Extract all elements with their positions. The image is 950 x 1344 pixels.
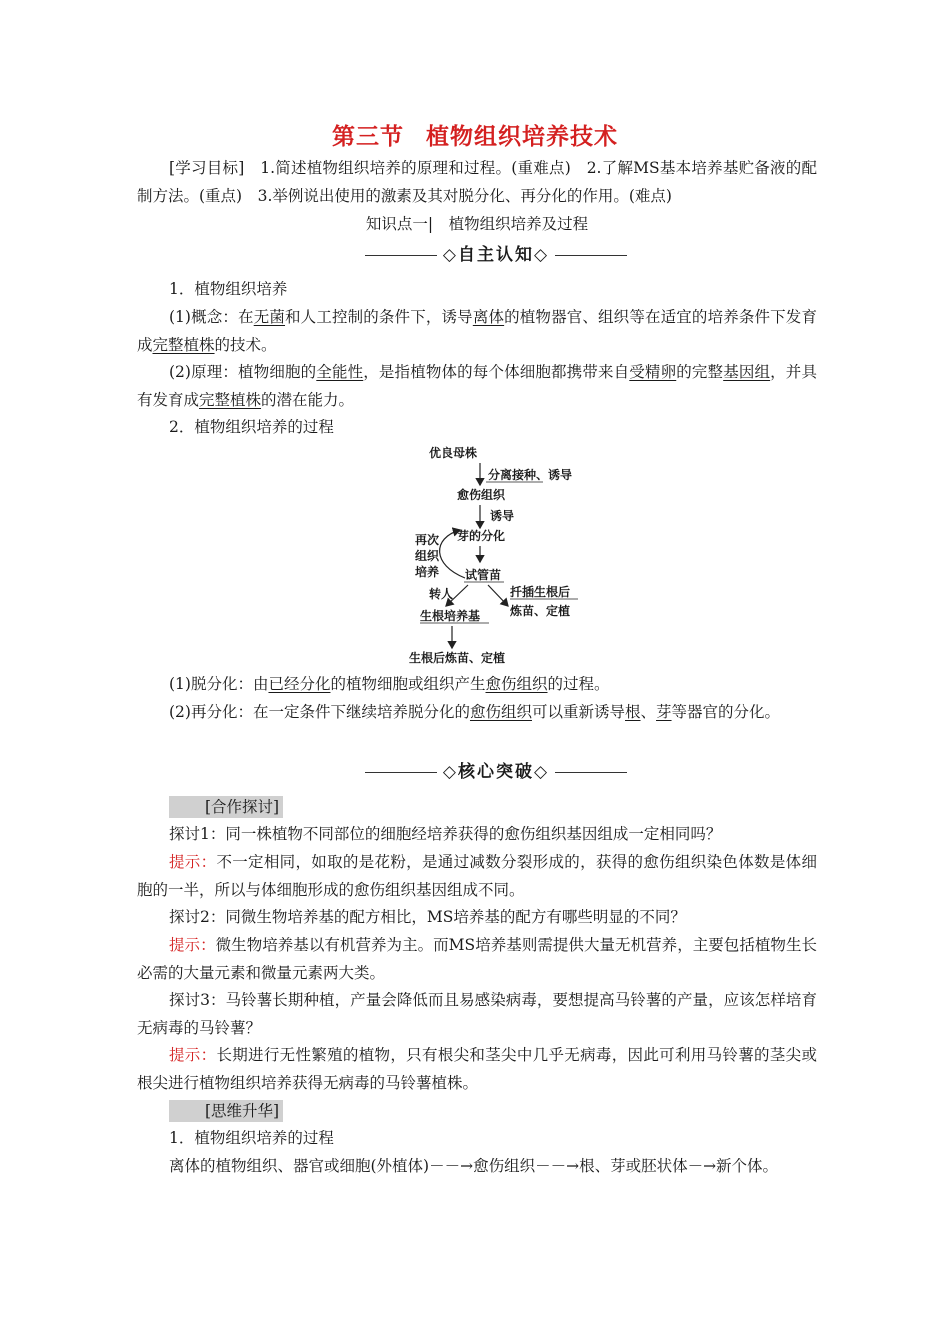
blank-answer: 愈伤组织 bbox=[485, 675, 548, 693]
blank-answer: 愈伤组织 bbox=[469, 703, 532, 721]
loop-label-2: 组织 bbox=[415, 549, 440, 563]
node-rooting-medium: 生根培养基 bbox=[420, 609, 481, 623]
paragraph-concept: (1)概念：在无菌和人工控制的条件下，诱导离体的植物器官、组织等在适宜的培养条件下发育成完整植株的技术。 bbox=[137, 308, 817, 354]
section-bar-self-study: ◇自主认知◇ bbox=[365, 243, 627, 267]
node-final-planting: 生根后炼苗、定植 bbox=[409, 651, 506, 665]
node-callus: 愈伤组织 bbox=[457, 488, 506, 502]
answer-1: 提示：不一定相同，如取的是花粉，是通过减数分裂形成的，获得的愈伤组织染色体数是体细胞的一半，所以与体细胞形成的愈伤组织基因组成不同。 bbox=[137, 853, 817, 899]
blank-answer: 芽 bbox=[656, 703, 672, 721]
loop-label-1: 再次 bbox=[415, 533, 440, 547]
edge-label-induce: 诱导 bbox=[490, 509, 515, 523]
knowledge-point-heading: 知识点一| 植物组织培养及过程 bbox=[365, 215, 589, 233]
bar-label: 核心突破 bbox=[458, 762, 534, 782]
node-bud-differentiation: 芽的分化 bbox=[457, 529, 506, 543]
blank-answer: 受精卵 bbox=[629, 363, 677, 381]
question-3: 探讨3：马铃薯长期种植，产量会降低而且易感染病毒，要想提高马铃薯的产量，应该怎样培育无病毒的马铃薯？ bbox=[137, 991, 817, 1037]
edge-label-transfer: 转人 bbox=[429, 587, 454, 601]
section-title: 植物组织培养技术 bbox=[426, 123, 618, 150]
page-title bbox=[0, 118, 950, 151]
heading-tissue-culture: 1．植物组织培养 bbox=[169, 280, 288, 298]
blank-answer: 完整植株 bbox=[199, 391, 262, 409]
paragraph-dedifferentiation: (1)脱分化：由已经分化的植物细胞或组织产生愈伤组织的过程。 bbox=[169, 675, 610, 693]
blank-answer: 完整植株 bbox=[152, 336, 215, 354]
question-2: 探讨2：同微生物培养基的配方相比，MS培养基的配方有哪些明显的不同？ bbox=[169, 908, 686, 926]
blank-answer: 根 bbox=[625, 703, 641, 721]
hint-label: 提示： bbox=[169, 936, 216, 954]
paragraph-principle: (2)原理：植物细胞的全能性，是指植物体的每个体细胞都携带来自受精卵的完整基因组，并具有发育成完整植株的潜在能力。 bbox=[137, 363, 817, 409]
tag-thinking-upgrade: [思维升华] bbox=[137, 1097, 817, 1125]
hint-label: 提示： bbox=[169, 1046, 217, 1064]
process-diagram bbox=[400, 440, 600, 670]
node-test-tube-seedling: 试管苗 bbox=[465, 568, 502, 582]
section-number: 第三节 bbox=[332, 123, 404, 150]
node-mother-plant: 优良母株 bbox=[429, 446, 478, 460]
tag-cooperative-discussion: [合作探讨] bbox=[137, 793, 817, 821]
process-summary-text: 离体的植物组织、器官或细胞(外植体)－－→愈伤组织－－→根、芽或胚状体－→新个体。 bbox=[169, 1157, 779, 1175]
question-1: 探讨1：同一株植物不同部位的细胞经培养获得的愈伤组织基因组成一定相同吗？ bbox=[169, 825, 722, 843]
blank-answer: 已经分化 bbox=[268, 675, 331, 693]
loop-label-3: 培养 bbox=[415, 565, 440, 579]
bar-label: 自主认知 bbox=[458, 245, 534, 265]
hint-label: 提示： bbox=[169, 853, 217, 871]
paragraph-redifferentiation: (2)再分化：在一定条件下继续培养脱分化的愈伤组织可以重新诱导根、芽等器官的分化。 bbox=[169, 703, 781, 721]
learning-objectives: [学习目标] 1.简述植物组织培养的原理和过程。(重难点) 2.了解MS基本培养基贮备液的配制方法。(重点) 3.举例说出使用的激素及其对脱分化、再分化的作用。(难点) bbox=[137, 159, 817, 205]
blank-answer: 基因组 bbox=[723, 363, 771, 381]
heading-process: 2．植物组织培养的过程 bbox=[169, 418, 334, 436]
edge-label-inoculate: 分离接种、诱导 bbox=[488, 468, 573, 482]
blank-answer: 无菌 bbox=[253, 308, 286, 326]
blank-answer: 全能性 bbox=[316, 363, 364, 381]
section-bar-core: ◇核心突破◇ bbox=[365, 760, 627, 784]
answer-2: 提示：微生物培养基以有机营养为主。而MS培养基则需提供大量无机营养，主要包括植物生长必需的大量元素和微量元素两大类。 bbox=[137, 936, 817, 982]
answer-3: 提示：长期进行无性繁殖的植物，只有根尖和茎尖中几乎无病毒，因此可利用马铃薯的茎尖或根尖进行植物组织培养获得无病毒的马铃薯植株。 bbox=[137, 1046, 817, 1092]
heading-process-summary: 1．植物组织培养的过程 bbox=[169, 1129, 334, 1147]
edge-label-cutting: 扦插生根后 bbox=[510, 585, 571, 599]
blank-answer: 离体 bbox=[472, 308, 505, 326]
edge-label-acclimate: 炼苗、定植 bbox=[510, 604, 571, 618]
